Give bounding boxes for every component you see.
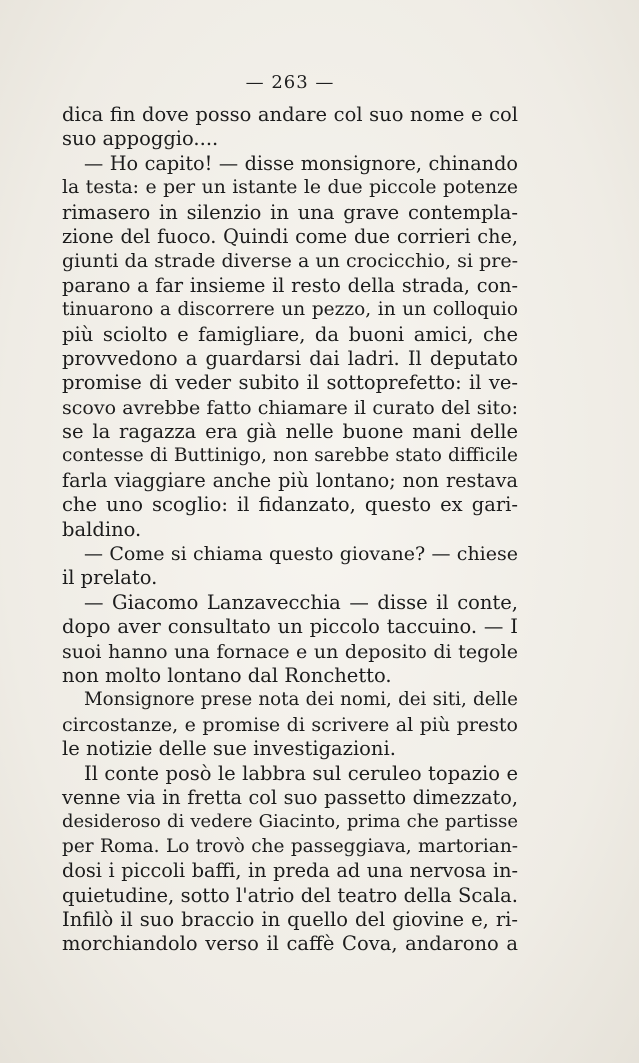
text-line: contesse di Buttinigo, non sarebbe stato difficile [62, 445, 518, 467]
text-line: morchiandolo verso il caffè Cova, andarono a [62, 932, 518, 956]
text-line: baldino. [62, 517, 142, 541]
text-line: scovo avrebbe fatto chiamare il curato del sito: [62, 396, 518, 419]
text-line: desideroso di vedere Giacinto, prima che partisse [62, 811, 518, 833]
text-line: Infilò il suo braccio in quello del giovine e, ri- [62, 907, 518, 931]
text-line: promise di veder subito il sottoprefetto: il ve- [62, 371, 518, 395]
text-line: Il conte posò le labbra sul ceruleo topazio e [84, 761, 518, 785]
text-line: rimasero in silenzio in una grave contempla- [62, 200, 518, 224]
text-line: — Come si chiama questo giovane? — chiese [84, 543, 518, 566]
text-line: — Giacomo Lanzavecchia — disse il conte, [84, 590, 518, 614]
text-line: suo appoggio.... [62, 127, 219, 151]
text-line: tinuarono a discorrere un pezzo, in un colloquio [62, 299, 518, 321]
text-line: per Roma. Lo trovò che passeggiava, martorian- [62, 835, 518, 857]
text-line: — Ho capito! — disse monsignore, chinando [84, 151, 518, 175]
text-line: le notizie delle sue investigazioni. [62, 737, 396, 761]
text-line: parano a far insieme il resto della strada, con- [62, 273, 518, 297]
text-line: non molto lontano dal Ronchetto. [62, 663, 392, 687]
page-number: — 263 — [245, 72, 335, 93]
text-line: provvedono a guardarsi dai ladri. Il deputato [62, 346, 518, 370]
text-line: la testa: e per un istante le due piccole potenze [62, 177, 518, 199]
text-line: che uno scoglio: il fidanzato, questo ex gari- [62, 493, 518, 517]
text-line: venne via in fretta col suo passetto dimezzato, [62, 785, 518, 809]
text-line: giunti da strade diverse a un crocicchio, si pre- [62, 250, 518, 273]
text-line: il prelato. [62, 566, 158, 590]
body-text [62, 103, 518, 957]
text-line: Monsignore prese nota dei nomi, dei siti, delle [84, 689, 518, 711]
text-line: dosi i piccoli baffi, in preda ad una nervosa in- [62, 859, 518, 883]
text-line: zione del fuoco. Quindi come due corrieri che, [62, 224, 518, 248]
text-line: se la ragazza era già nelle buone mani delle [62, 420, 518, 444]
text-line: dopo aver consultato un piccolo taccuino. — I [62, 615, 518, 639]
text-line: circostanze, e promise di scrivere al più presto [62, 713, 518, 736]
text-line: farla viaggiare anche più lontano; non restava [62, 468, 518, 492]
text-line: dica fin dove posso andare col suo nome e col [62, 103, 518, 126]
text-line: più sciolto e famigliare, da buoni amici, che [62, 322, 518, 346]
text-line: suoi hanno una fornace e un deposito di tegole [62, 640, 518, 663]
text-line: quietudine, sotto l'atrio del teatro della Scala. [62, 883, 518, 907]
